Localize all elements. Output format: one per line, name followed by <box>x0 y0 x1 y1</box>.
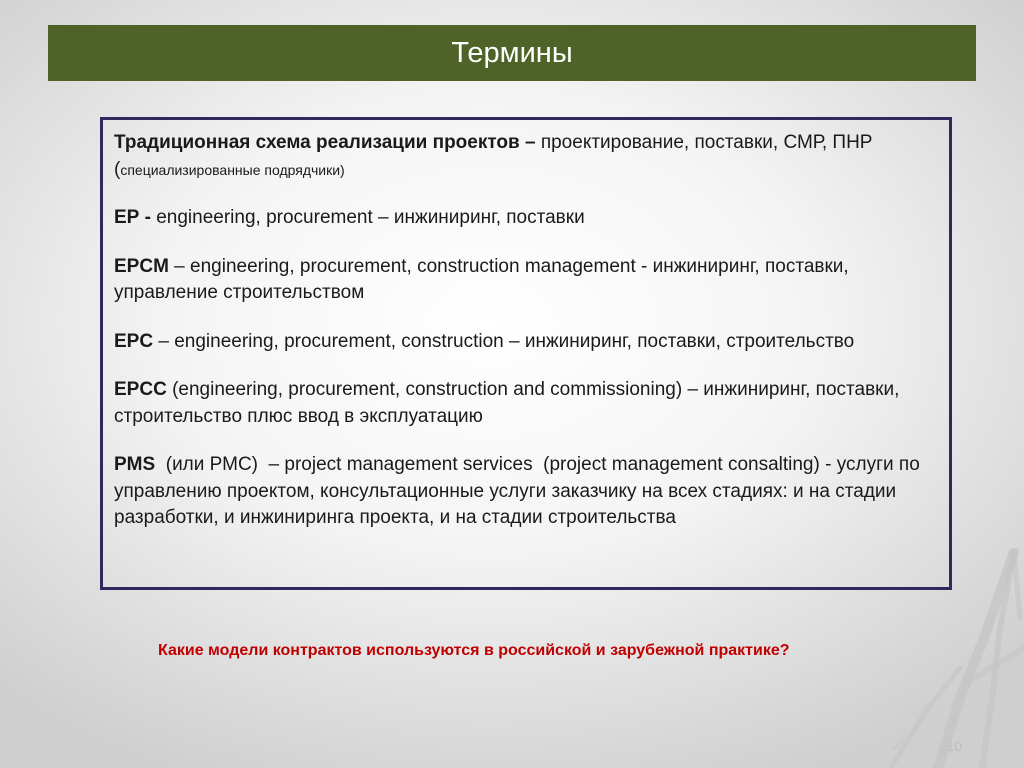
arrow-sketch-decoration-icon <box>864 548 1024 768</box>
term-ep <box>114 205 937 232</box>
terms-box <box>100 117 952 590</box>
term-epcm <box>114 254 937 307</box>
term-epcc <box>114 377 937 430</box>
term-label: Традиционная схема реализации проектов – <box>114 132 536 153</box>
term-definition: проектирование, поставки, СМР, ПНР ( <box>114 132 873 180</box>
term-label: EPCC <box>114 379 167 400</box>
page-title: Термины <box>451 36 573 69</box>
term-pms <box>114 452 937 532</box>
term-definition: – engineering, procurement, construction management - инжиниринг, поставки, управление строительством <box>114 255 849 303</box>
term-definition: engineering, procurement – инжиниринг, поставки <box>150 207 585 228</box>
term-label: EPC <box>114 330 154 352</box>
term-epc <box>114 329 937 356</box>
term-label: EPCM <box>114 255 169 277</box>
term-traditional <box>114 130 937 183</box>
question-text: Какие модели контрактов используются в российской и зарубежной практике? <box>158 642 790 659</box>
term-note: специализированные подрядчики) <box>120 161 345 178</box>
term-label: PMS <box>114 454 156 475</box>
term-label: ЕР - <box>114 207 151 228</box>
term-definition: – engineering, procurement, construction – инжиниринг, поставки, строительство <box>153 330 855 352</box>
title-bar <box>48 25 976 81</box>
page-number: 10 <box>946 738 962 754</box>
term-definition: (или РМС) – project management services (project management consalting) - услуги по управлению проектом, консультационные услуги заказчику на всех стадиях: и на стадии разработки, и инжиниринга проекта, и на стадии строительства <box>114 454 926 528</box>
term-definition: (engineering, procurement, construction and commissioning) – инжиниринг, поставки, строительство плюс ввод в эксплуатацию <box>114 379 900 427</box>
